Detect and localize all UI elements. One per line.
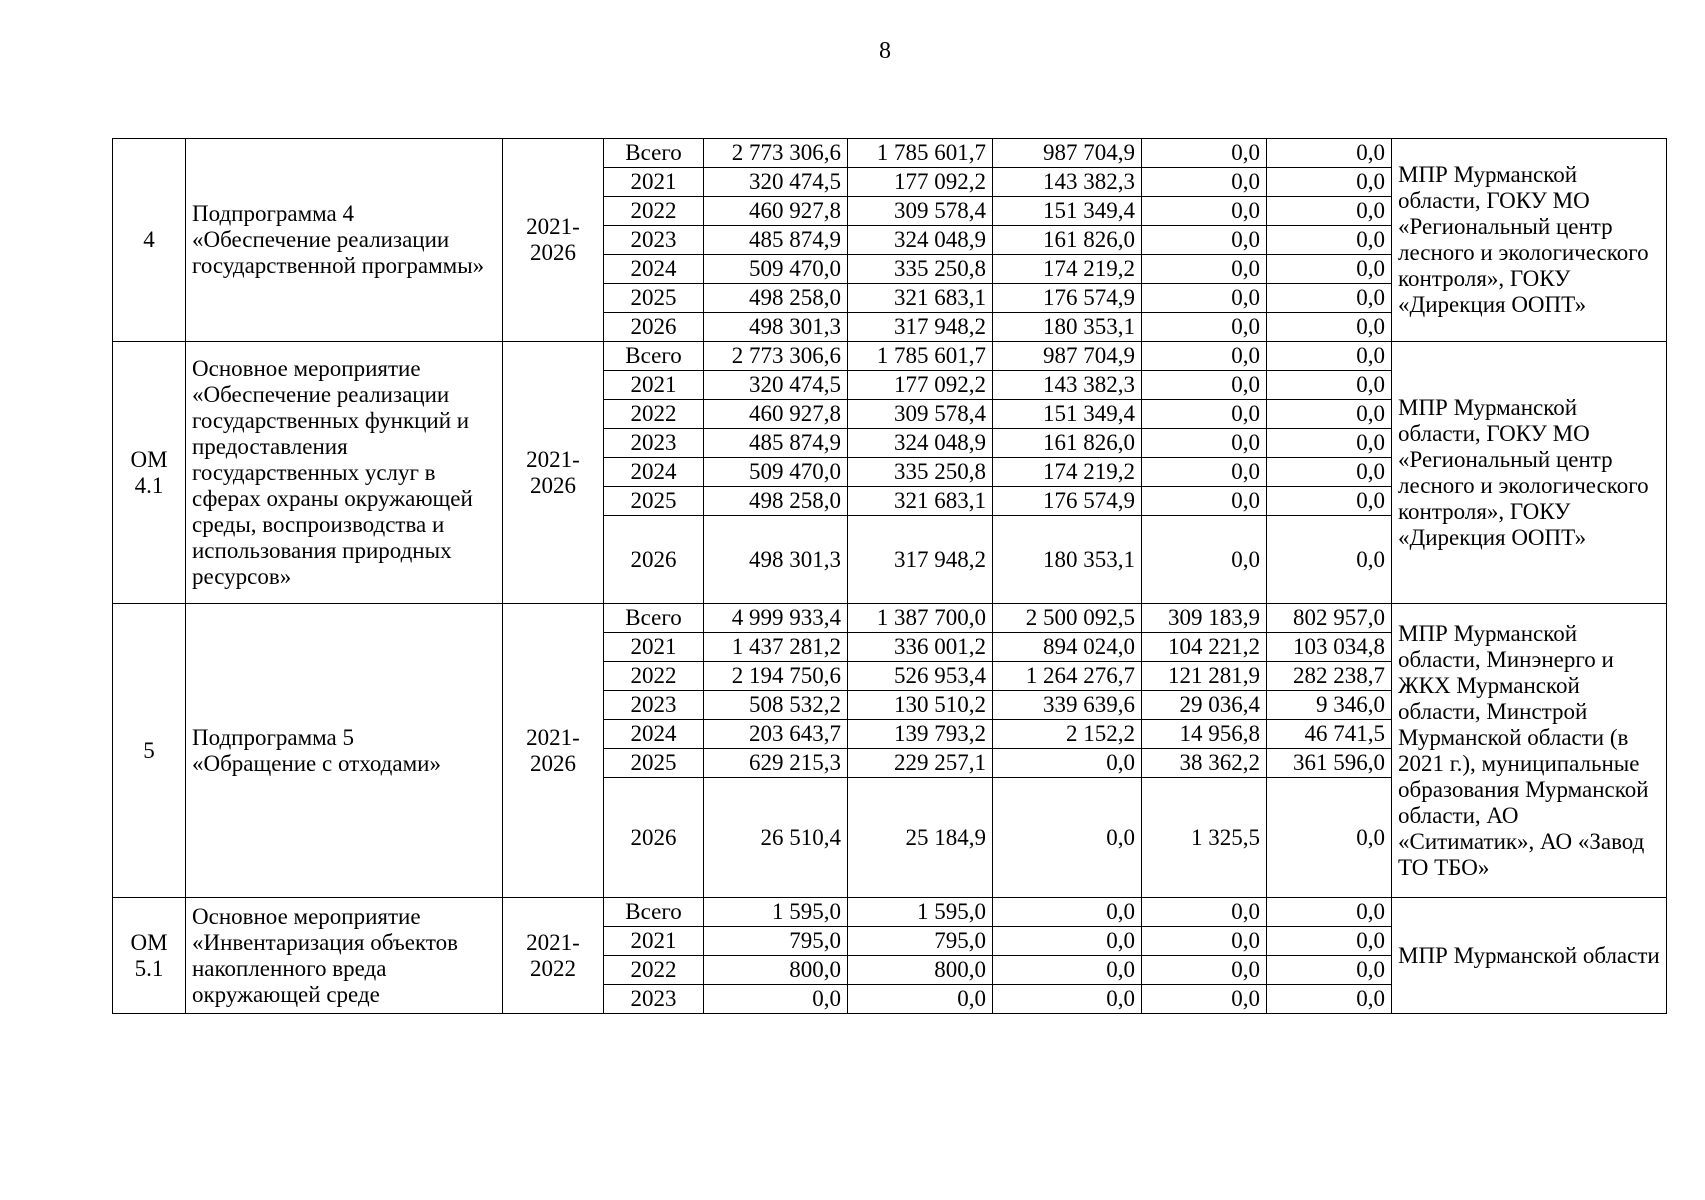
item-name-cell	[186, 604, 503, 898]
item-number-cell-text: ОМ 5.1	[130, 929, 168, 981]
amount-cell: 0,0	[993, 778, 1142, 898]
amount-cell: 14 956,8	[1142, 720, 1267, 749]
amount-cell: 0,0	[1142, 516, 1267, 604]
amount-cell: 121 281,9	[1142, 662, 1267, 691]
amount-cell: 1 785 601,7	[848, 342, 993, 371]
executor-cell	[1392, 604, 1667, 898]
item-name-cell-text: Подпрограмма 5 «Обращение с отходами»	[192, 724, 441, 776]
page-number: 8	[879, 38, 891, 64]
year-cell: Всего	[604, 342, 704, 371]
amount-cell: 0,0	[1267, 255, 1392, 284]
amount-cell: 321 683,1	[848, 284, 993, 313]
year-cell: 2024	[604, 255, 704, 284]
amount-cell: 139 793,2	[848, 720, 993, 749]
period-cell	[503, 342, 604, 604]
item-number-cell-text: 4	[143, 227, 155, 252]
amount-cell: 29 036,4	[1142, 691, 1267, 720]
amount-cell: 324 048,9	[848, 429, 993, 458]
amount-cell: 0,0	[1142, 927, 1267, 956]
table-row	[113, 898, 1667, 927]
year-cell: 2025	[604, 284, 704, 313]
amount-cell: 176 574,9	[993, 284, 1142, 313]
year-cell: 2021	[604, 633, 704, 662]
amount-cell: 1 325,5	[1142, 778, 1267, 898]
amount-cell: 103 034,8	[1267, 633, 1392, 662]
amount-cell: 0,0	[1142, 985, 1267, 1014]
item-number-cell	[113, 898, 186, 1014]
amount-cell: 460 927,8	[704, 400, 848, 429]
amount-cell: 229 257,1	[848, 749, 993, 778]
period-cell-text: 2021- 2026	[526, 214, 580, 265]
amount-cell: 0,0	[1267, 487, 1392, 516]
amount-cell: 0,0	[1142, 956, 1267, 985]
item-name-cell	[186, 898, 503, 1014]
item-number-cell	[113, 342, 186, 604]
year-cell: 2025	[604, 487, 704, 516]
amount-cell: 2 500 092,5	[993, 604, 1142, 633]
item-name-cell	[186, 342, 503, 604]
amount-cell: 485 874,9	[704, 226, 848, 255]
amount-cell: 161 826,0	[993, 429, 1142, 458]
period-cell-text: 2021- 2026	[526, 446, 580, 498]
amount-cell: 0,0	[1142, 255, 1267, 284]
period-cell-text: 2021- 2026	[526, 724, 580, 776]
amount-cell: 0,0	[1267, 956, 1392, 985]
executor-text: МПР Мурманской области, ГОКУ МО «Региональный центр лесного и экологического контроля», ГОКУ «Дирекция ООПТ»	[1398, 394, 1649, 550]
year-cell: 2022	[604, 400, 704, 429]
amount-cell: 0,0	[993, 927, 1142, 956]
amount-cell: 0,0	[1267, 284, 1392, 313]
amount-cell: 0,0	[1142, 139, 1267, 168]
item-number-cell	[113, 139, 186, 342]
amount-cell: 987 704,9	[993, 342, 1142, 371]
amount-cell: 1 595,0	[704, 898, 848, 927]
year-cell: 2026	[604, 516, 704, 604]
amount-cell: 0,0	[1267, 168, 1392, 197]
year-cell: 2023	[604, 985, 704, 1014]
amount-cell: 309 578,4	[848, 400, 993, 429]
year-cell: 2024	[604, 720, 704, 749]
amount-cell: 282 238,7	[1267, 662, 1392, 691]
year-cell: Всего	[604, 898, 704, 927]
amount-cell: 0,0	[1267, 400, 1392, 429]
year-cell: 2026	[604, 778, 704, 898]
amount-cell: 46 741,5	[1267, 720, 1392, 749]
item-number-cell	[113, 604, 186, 898]
amount-cell: 151 349,4	[993, 197, 1142, 226]
amount-cell: 0,0	[1267, 313, 1392, 342]
amount-cell: 802 957,0	[1267, 604, 1392, 633]
amount-cell: 361 596,0	[1267, 749, 1392, 778]
period-cell-text: 2021- 2022	[526, 929, 580, 981]
budget-table-body	[113, 139, 1667, 1014]
amount-cell: 0,0	[1267, 197, 1392, 226]
amount-cell: 0,0	[704, 985, 848, 1014]
amount-cell: 1 387 700,0	[848, 604, 993, 633]
executor-text: МПР Мурманской области, ГОКУ МО «Региональный центр лесного и экологического контроля», ГОКУ «Дирекция ООПТ»	[1398, 162, 1649, 317]
budget-table	[112, 138, 1667, 1014]
table-row	[113, 139, 1667, 168]
year-cell: 2023	[604, 226, 704, 255]
amount-cell: 0,0	[993, 985, 1142, 1014]
amount-cell: 987 704,9	[993, 139, 1142, 168]
period-cell	[503, 139, 604, 342]
amount-cell: 0,0	[1142, 342, 1267, 371]
item-name-cell-text: Основное мероприятие «Инвентаризация объектов накопленного вреда окружающей среде	[192, 903, 458, 1007]
amount-cell: 0,0	[848, 985, 993, 1014]
amount-cell: 0,0	[1142, 371, 1267, 400]
amount-cell: 4 999 933,4	[704, 604, 848, 633]
table-row	[113, 604, 1667, 633]
amount-cell: 629 215,3	[704, 749, 848, 778]
amount-cell: 460 927,8	[704, 197, 848, 226]
year-cell: 2023	[604, 429, 704, 458]
amount-cell: 498 258,0	[704, 284, 848, 313]
year-cell: 2025	[604, 749, 704, 778]
amount-cell: 174 219,2	[993, 458, 1142, 487]
amount-cell: 335 250,8	[848, 458, 993, 487]
amount-cell: 509 470,0	[704, 255, 848, 284]
amount-cell: 161 826,0	[993, 226, 1142, 255]
amount-cell: 203 643,7	[704, 720, 848, 749]
amount-cell: 0,0	[1267, 429, 1392, 458]
amount-cell: 0,0	[1267, 139, 1392, 168]
amount-cell: 176 574,9	[993, 487, 1142, 516]
amount-cell: 498 301,3	[704, 516, 848, 604]
amount-cell: 26 510,4	[704, 778, 848, 898]
amount-cell: 0,0	[1267, 898, 1392, 927]
amount-cell: 0,0	[1267, 985, 1392, 1014]
item-number-cell-text: ОМ 4.1	[130, 446, 168, 498]
amount-cell: 317 948,2	[848, 516, 993, 604]
amount-cell: 2 773 306,6	[704, 139, 848, 168]
year-cell: 2022	[604, 956, 704, 985]
year-cell: Всего	[604, 604, 704, 633]
amount-cell: 0,0	[1142, 284, 1267, 313]
amount-cell: 0,0	[1142, 487, 1267, 516]
amount-cell: 2 194 750,6	[704, 662, 848, 691]
amount-cell: 143 382,3	[993, 371, 1142, 400]
amount-cell: 335 250,8	[848, 255, 993, 284]
year-cell: 2022	[604, 662, 704, 691]
amount-cell: 2 773 306,6	[704, 342, 848, 371]
executor-cell	[1392, 342, 1667, 604]
amount-cell: 0,0	[993, 956, 1142, 985]
amount-cell: 0,0	[993, 749, 1142, 778]
amount-cell: 309 183,9	[1142, 604, 1267, 633]
amount-cell: 324 048,9	[848, 226, 993, 255]
amount-cell: 143 382,3	[993, 168, 1142, 197]
amount-cell: 0,0	[1267, 342, 1392, 371]
year-cell: Всего	[604, 139, 704, 168]
amount-cell: 180 353,1	[993, 516, 1142, 604]
amount-cell: 0,0	[1267, 516, 1392, 604]
amount-cell: 800,0	[704, 956, 848, 985]
amount-cell: 320 474,5	[704, 371, 848, 400]
amount-cell: 1 595,0	[848, 898, 993, 927]
amount-cell: 130 510,2	[848, 691, 993, 720]
executor-cell	[1392, 898, 1667, 1014]
amount-cell: 0,0	[1267, 927, 1392, 956]
amount-cell: 336 001,2	[848, 633, 993, 662]
amount-cell: 177 092,2	[848, 168, 993, 197]
amount-cell: 498 301,3	[704, 313, 848, 342]
amount-cell: 9 346,0	[1267, 691, 1392, 720]
amount-cell: 1 785 601,7	[848, 139, 993, 168]
year-cell: 2021	[604, 168, 704, 197]
amount-cell: 1 264 276,7	[993, 662, 1142, 691]
amount-cell: 0,0	[1142, 429, 1267, 458]
item-name-cell	[186, 139, 503, 342]
amount-cell: 0,0	[1142, 400, 1267, 429]
amount-cell: 339 639,6	[993, 691, 1142, 720]
amount-cell: 508 532,2	[704, 691, 848, 720]
amount-cell: 177 092,2	[848, 371, 993, 400]
amount-cell: 151 349,4	[993, 400, 1142, 429]
item-number-cell-text: 5	[143, 737, 155, 763]
amount-cell: 795,0	[704, 927, 848, 956]
amount-cell: 180 353,1	[993, 313, 1142, 342]
amount-cell: 320 474,5	[704, 168, 848, 197]
year-cell: 2021	[604, 371, 704, 400]
amount-cell: 0,0	[1142, 226, 1267, 255]
table-row	[113, 342, 1667, 371]
amount-cell: 509 470,0	[704, 458, 848, 487]
executor-text: МПР Мурманской области	[1398, 942, 1660, 968]
year-cell: 2021	[604, 927, 704, 956]
year-cell: 2022	[604, 197, 704, 226]
amount-cell: 25 184,9	[848, 778, 993, 898]
amount-cell: 800,0	[848, 956, 993, 985]
executor-text: МПР Мурманской области, Минэнерго и ЖКХ Мурманской области, Минстрой Мурманской области (в 2021 г.), муниципальные образования Мурманской области, АО «Ситиматик», АО «Завод ТО ТБО»	[1398, 620, 1649, 880]
executor-cell	[1392, 139, 1667, 342]
amount-cell: 317 948,2	[848, 313, 993, 342]
amount-cell: 0,0	[993, 898, 1142, 927]
amount-cell: 0,0	[1142, 898, 1267, 927]
item-name-cell-text: Основное мероприятие «Обеспечение реализации государственных функций и предоставления государственных услуг в сферах охраны окружающей среды, воспроизводства и использования природных ресурсов»	[192, 355, 473, 589]
amount-cell: 321 683,1	[848, 487, 993, 516]
amount-cell: 0,0	[1267, 226, 1392, 255]
amount-cell: 795,0	[848, 927, 993, 956]
year-cell: 2024	[604, 458, 704, 487]
amount-cell: 0,0	[1267, 371, 1392, 400]
amount-cell: 498 258,0	[704, 487, 848, 516]
period-cell	[503, 898, 604, 1014]
year-cell: 2023	[604, 691, 704, 720]
amount-cell: 309 578,4	[848, 197, 993, 226]
item-name-cell-text: Подпрограмма 4 «Обеспечение реализации государственной программы»	[192, 201, 485, 278]
year-cell: 2026	[604, 313, 704, 342]
amount-cell: 526 953,4	[848, 662, 993, 691]
amount-cell: 104 221,2	[1142, 633, 1267, 662]
amount-cell: 0,0	[1142, 168, 1267, 197]
amount-cell: 0,0	[1142, 197, 1267, 226]
amount-cell: 0,0	[1267, 778, 1392, 898]
amount-cell: 0,0	[1142, 458, 1267, 487]
amount-cell: 2 152,2	[993, 720, 1142, 749]
amount-cell: 1 437 281,2	[704, 633, 848, 662]
amount-cell: 894 024,0	[993, 633, 1142, 662]
amount-cell: 38 362,2	[1142, 749, 1267, 778]
amount-cell: 0,0	[1142, 313, 1267, 342]
period-cell	[503, 604, 604, 898]
top-rule	[0, 0, 1705, 2]
amount-cell: 174 219,2	[993, 255, 1142, 284]
amount-cell: 0,0	[1267, 458, 1392, 487]
amount-cell: 485 874,9	[704, 429, 848, 458]
